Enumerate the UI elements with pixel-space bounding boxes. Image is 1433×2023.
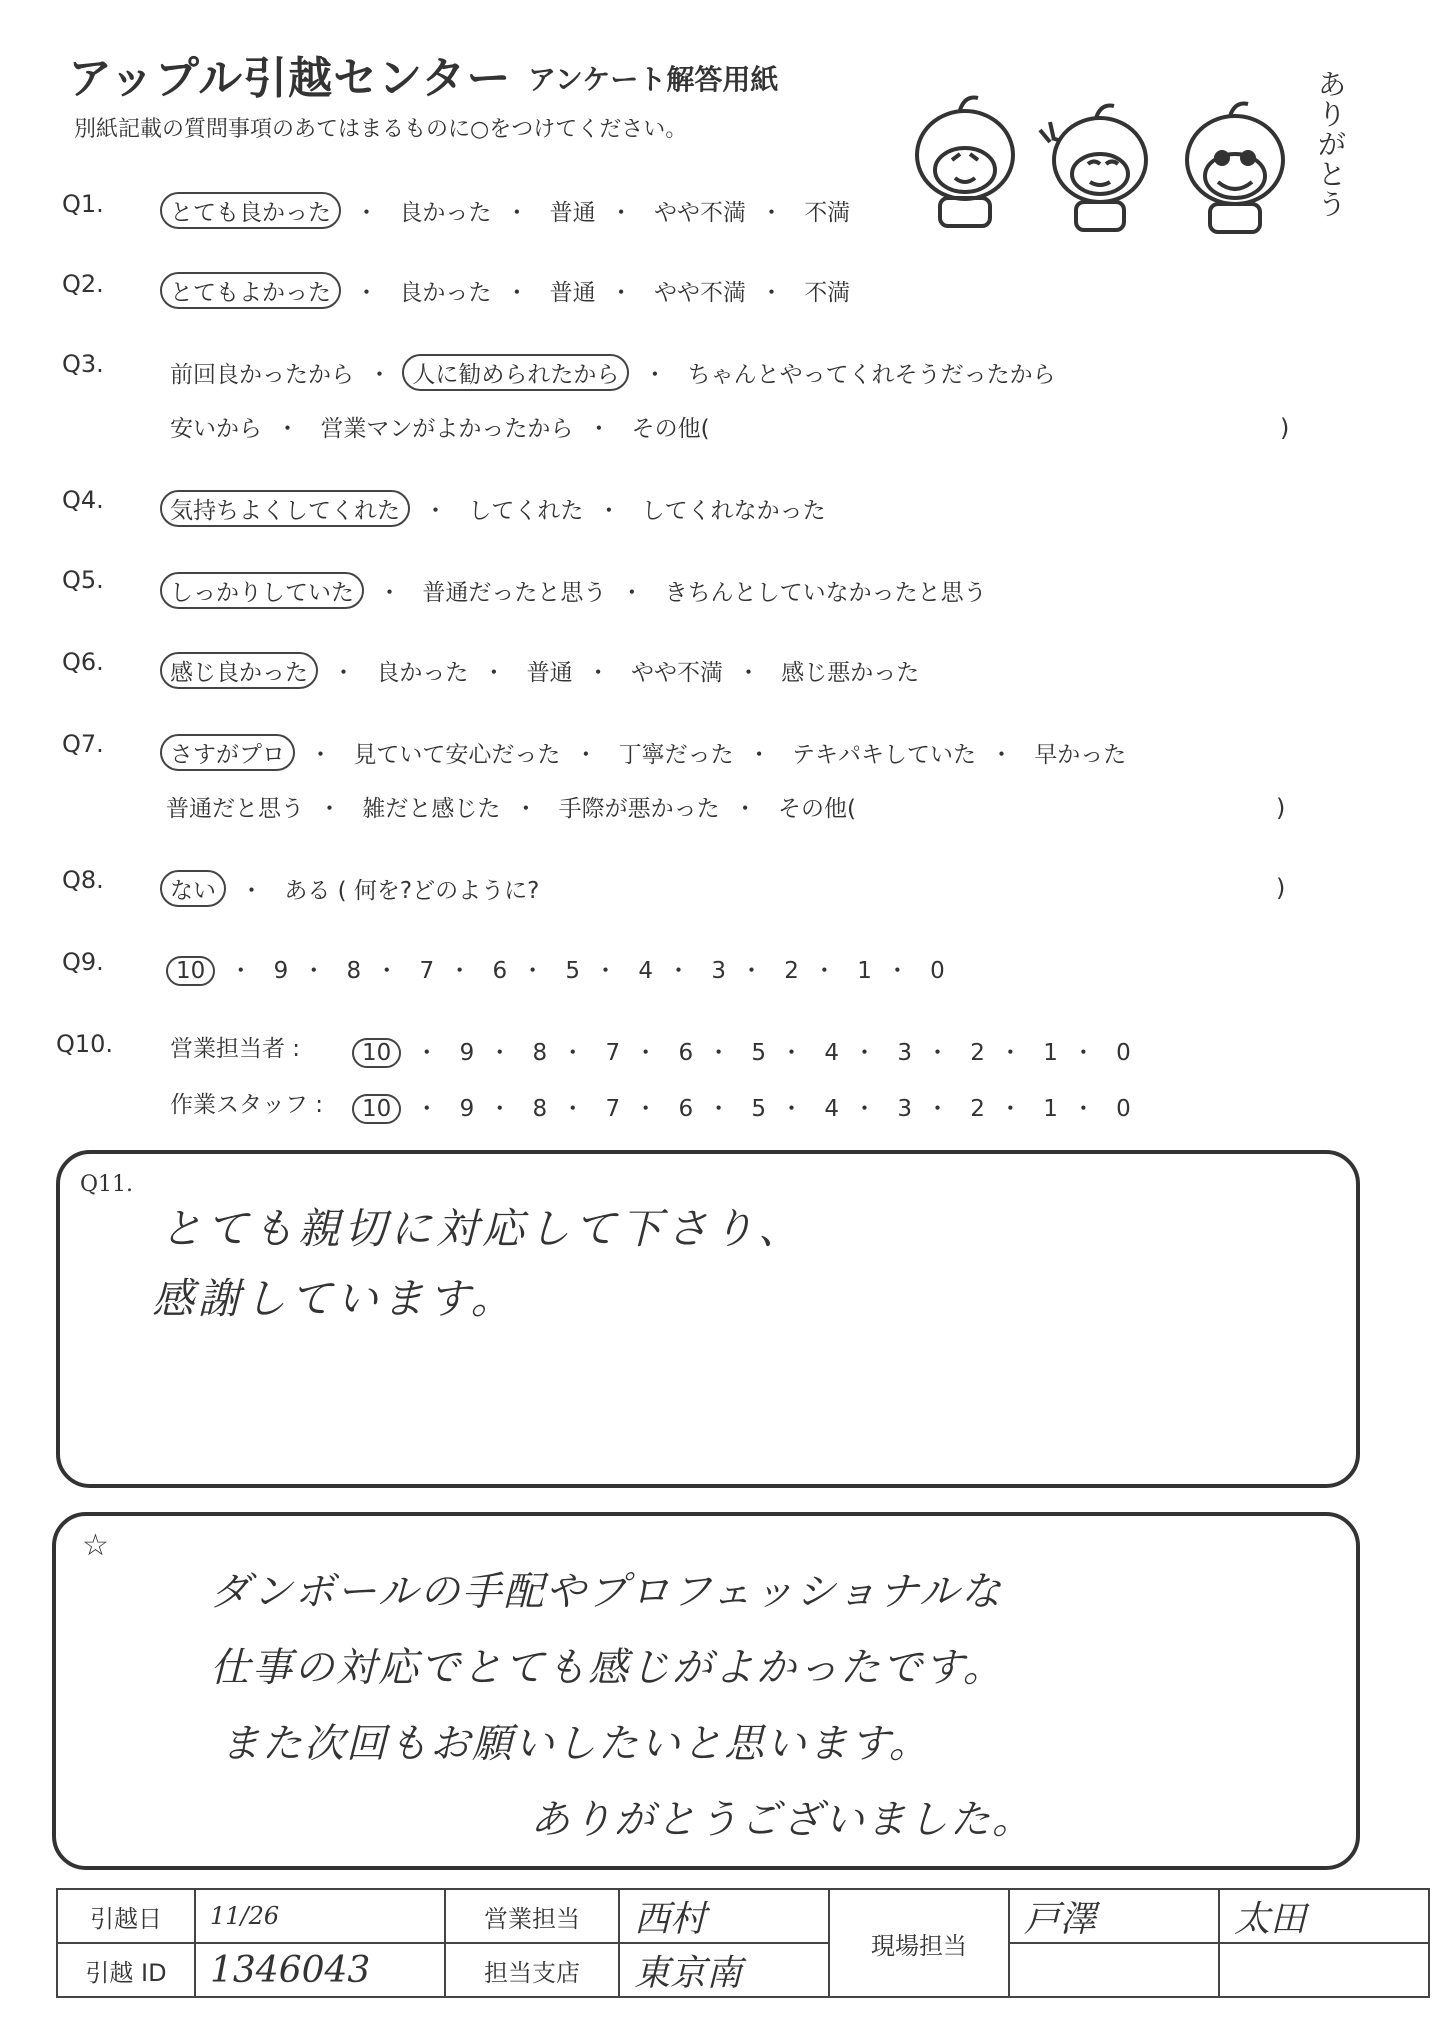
branch-value: 東京南	[619, 1943, 829, 1997]
q7-option[interactable]: 手際が悪かった	[558, 796, 720, 822]
q3-options-row2: 安いから ・ 営業マンがよかったから ・ その他(	[170, 410, 710, 443]
q11-label: Q11.	[80, 1172, 134, 1197]
q6-option[interactable]: やや不満	[630, 660, 723, 686]
q8-close-paren: )	[1276, 874, 1286, 902]
site-staff-empty	[1009, 1943, 1219, 1997]
q2-option-selected[interactable]: とてもよかった	[160, 272, 341, 309]
star-handwritten-line4: ありがとうございました。	[530, 1797, 1034, 1843]
sales-rep-value: 西村	[619, 1889, 829, 1943]
site-staff-2: 太田	[1219, 1889, 1429, 1943]
site-staff-label: 現場担当	[829, 1889, 1009, 1997]
q3-label: Q3.	[62, 350, 104, 378]
q2-option[interactable]: 不満	[804, 280, 851, 306]
q5-option-selected[interactable]: しっかりしていた	[160, 572, 364, 609]
move-id-label: 引越 ID	[57, 1943, 195, 1997]
q9-score[interactable]: 2	[784, 958, 799, 984]
q6-options: 感じ良かった ・ 良かった ・ 普通 ・ やや不満 ・ 感じ悪かった	[170, 652, 919, 689]
q10-sales-label: 営業担当者 :	[170, 1036, 301, 1062]
sales-rep-label: 営業担当	[445, 1889, 619, 1943]
q9-score[interactable]: 5	[565, 958, 581, 984]
q10-sales-score[interactable]: 6	[678, 1040, 694, 1066]
q9-score[interactable]: 8	[346, 958, 362, 984]
q9-score[interactable]: 9	[273, 958, 289, 984]
q2-option[interactable]: 普通	[549, 280, 596, 306]
q10-sales-score[interactable]: 9	[459, 1040, 475, 1066]
q9-score[interactable]: 4	[638, 958, 653, 984]
q3-option[interactable]: ちゃんとやってくれそうだったから	[687, 362, 1056, 388]
move-id-value: 1346043	[195, 1943, 445, 1997]
q1-option[interactable]: 普通	[549, 200, 596, 226]
star-icon: ☆	[82, 1528, 109, 1563]
q2-options: とてもよかった ・ 良かった ・ 普通 ・ やや不満 ・ 不満	[170, 272, 850, 309]
q4-option[interactable]: してくれなかった	[641, 498, 826, 524]
q10-sales-score[interactable]: 3	[897, 1040, 912, 1066]
q10-staff-score[interactable]: 4	[824, 1096, 839, 1122]
form-title: アップル引越センター	[68, 53, 512, 104]
q10-sales-score[interactable]: 4	[824, 1040, 839, 1066]
star-handwritten-line2: 仕事の対応でとても感じがよかったです。	[210, 1645, 1005, 1691]
branch-label: 担当支店	[445, 1943, 619, 1997]
q10-staff-score-selected[interactable]: 10	[352, 1094, 401, 1124]
q10-sales-score[interactable]: 8	[532, 1040, 548, 1066]
q8-option-selected[interactable]: ない	[160, 870, 226, 907]
q10-staff-score[interactable]: 2	[970, 1096, 985, 1122]
q7-label: Q7.	[62, 730, 104, 758]
q5-options: しっかりしていた ・ 普通だったと思う ・ きちんとしていなかったと思う	[170, 572, 987, 609]
q1-options: とても良かった ・ 良かった ・ 普通 ・ やや不満 ・ 不満	[170, 192, 850, 229]
q1-option[interactable]: 良かった	[399, 200, 492, 226]
q7-option[interactable]: 早かった	[1034, 742, 1127, 768]
q9-scale: 10 ・ 9 ・ 8 ・ 7 ・ 6 ・ 5 ・ 4 ・ 3 ・ 2 ・ 1 ・ 0	[176, 952, 945, 986]
q5-option[interactable]: きちんとしていなかったと思う	[664, 580, 987, 606]
q5-label: Q5.	[62, 566, 104, 594]
q7-close-paren: )	[1276, 794, 1286, 822]
mascot-illustration	[900, 60, 1350, 244]
star-handwritten-line3: また次回もお願いしたいと思います。	[220, 1721, 931, 1767]
q8-label: Q8.	[62, 866, 104, 894]
q9-label: Q9.	[62, 948, 104, 976]
q3-option[interactable]: 前回良かったから	[170, 362, 354, 388]
q4-option-selected[interactable]: 気持ちよくしてくれた	[160, 490, 410, 527]
q2-option[interactable]: やや不満	[653, 280, 746, 306]
q3-option-selected[interactable]: 人に勧められたから	[402, 354, 629, 391]
q10-staff-score[interactable]: 5	[751, 1096, 767, 1122]
q3-option-other[interactable]: その他(	[631, 416, 710, 442]
form-subtitle: アンケート解答用紙	[528, 63, 779, 96]
q9-score-selected[interactable]: 10	[166, 956, 215, 986]
q1-option[interactable]: 不満	[804, 200, 851, 226]
q10-staff-score[interactable]: 8	[532, 1096, 548, 1122]
site-staff-empty	[1219, 1943, 1429, 1997]
q8-option[interactable]: ある ( 何を?どのように?	[284, 878, 540, 904]
q10-sales-scale: 10 ・ 9 ・ 8 ・ 7 ・ 6 ・ 5 ・ 4 ・ 3 ・ 2 ・ 1 ・ 0	[362, 1034, 1131, 1068]
q7-option[interactable]: 丁寧だった	[618, 742, 734, 768]
instructions: 別紙記載の質問事項のあてはまるものに○をつけてください。	[74, 117, 688, 142]
q10-sales-score[interactable]: 7	[605, 1040, 621, 1066]
q7-options-row2: 普通だと思う ・ 雑だと感じた ・ 手際が悪かった ・ その他(	[166, 790, 856, 823]
q1-label: Q1.	[62, 190, 104, 218]
q4-options: 気持ちよくしてくれた ・ してくれた ・ してくれなかった	[170, 490, 826, 527]
q6-option[interactable]: 良かった	[376, 660, 469, 686]
q3-options: 前回良かったから ・ 人に勧められたから ・ ちゃんとやってくれそうだったから	[170, 354, 1056, 391]
q6-label: Q6.	[62, 648, 104, 676]
site-staff-1: 戸澤	[1009, 1889, 1219, 1943]
q10-staff-score[interactable]: 7	[605, 1096, 621, 1122]
q9-score[interactable]: 0	[930, 958, 945, 984]
q7-option-selected[interactable]: さすがプロ	[160, 734, 295, 771]
q4-option[interactable]: してくれた	[468, 498, 584, 524]
q10-staff-score[interactable]: 0	[1116, 1096, 1131, 1122]
q11-handwritten-line1: とても親切に対応して下さり、	[160, 1204, 805, 1253]
q10-sales-score[interactable]: 5	[751, 1040, 767, 1066]
q10-staff-score[interactable]: 3	[897, 1096, 912, 1122]
q9-score[interactable]: 6	[492, 958, 508, 984]
q7-option[interactable]: 見ていて安心だった	[353, 742, 561, 768]
q1-option[interactable]: やや不満	[653, 200, 746, 226]
q6-option[interactable]: 普通	[526, 660, 573, 686]
q10-staff-score[interactable]: 6	[678, 1096, 694, 1122]
q10-staff-score[interactable]: 1	[1043, 1096, 1058, 1122]
q10-staff-label: 作業スタッフ :	[170, 1092, 324, 1118]
q9-score[interactable]: 3	[711, 958, 726, 984]
q10-label: Q10.	[56, 1030, 114, 1058]
q6-option[interactable]: 感じ悪かった	[781, 660, 920, 686]
q3-option[interactable]: 安いから	[170, 416, 262, 442]
q7-option[interactable]: 雑だと感じた	[362, 796, 501, 822]
q10-sales-score-selected[interactable]: 10	[352, 1038, 401, 1068]
star-handwritten-line1: ダンボールの手配やプロフェッショナルな	[210, 1569, 1003, 1615]
q6-option-selected[interactable]: 感じ良かった	[160, 652, 318, 689]
q3-close-paren: )	[1280, 414, 1290, 442]
q4-label: Q4.	[62, 486, 104, 514]
move-info-table	[56, 1888, 1430, 1998]
q2-label: Q2.	[62, 270, 104, 298]
q10-staff-scale: 10 ・ 9 ・ 8 ・ 7 ・ 6 ・ 5 ・ 4 ・ 3 ・ 2 ・ 1 ・ 0	[362, 1090, 1131, 1124]
q5-option[interactable]: 普通だったと思う	[422, 580, 607, 606]
q3-option[interactable]: 営業マンがよかったから	[320, 416, 574, 442]
q2-option[interactable]: 良かった	[399, 280, 492, 306]
q10-sales-score[interactable]: 0	[1116, 1040, 1131, 1066]
q7-option-other[interactable]: その他(	[777, 796, 856, 822]
q7-option[interactable]: 普通だと思う	[166, 796, 304, 822]
q11-handwritten-line2: 感謝しています。	[152, 1274, 517, 1323]
move-date-label: 引越日	[57, 1889, 195, 1943]
thanks-text: ありがとう	[1318, 68, 1347, 221]
move-date-value: 11/26	[195, 1889, 445, 1943]
q10-sales-score[interactable]: 1	[1043, 1040, 1058, 1066]
q1-option-selected[interactable]: とても良かった	[160, 192, 341, 229]
q8-options: ない ・ ある ( 何を?どのように?	[170, 870, 539, 907]
q7-options: さすがプロ ・ 見ていて安心だった ・ 丁寧だった ・ テキパキしていた ・ 早かった	[170, 734, 1126, 771]
q9-score[interactable]: 1	[857, 958, 872, 984]
q10-staff-score[interactable]: 9	[459, 1096, 475, 1122]
q7-option[interactable]: テキパキしていた	[791, 742, 976, 768]
q9-score[interactable]: 7	[419, 958, 435, 984]
q10-sales-score[interactable]: 2	[970, 1040, 985, 1066]
